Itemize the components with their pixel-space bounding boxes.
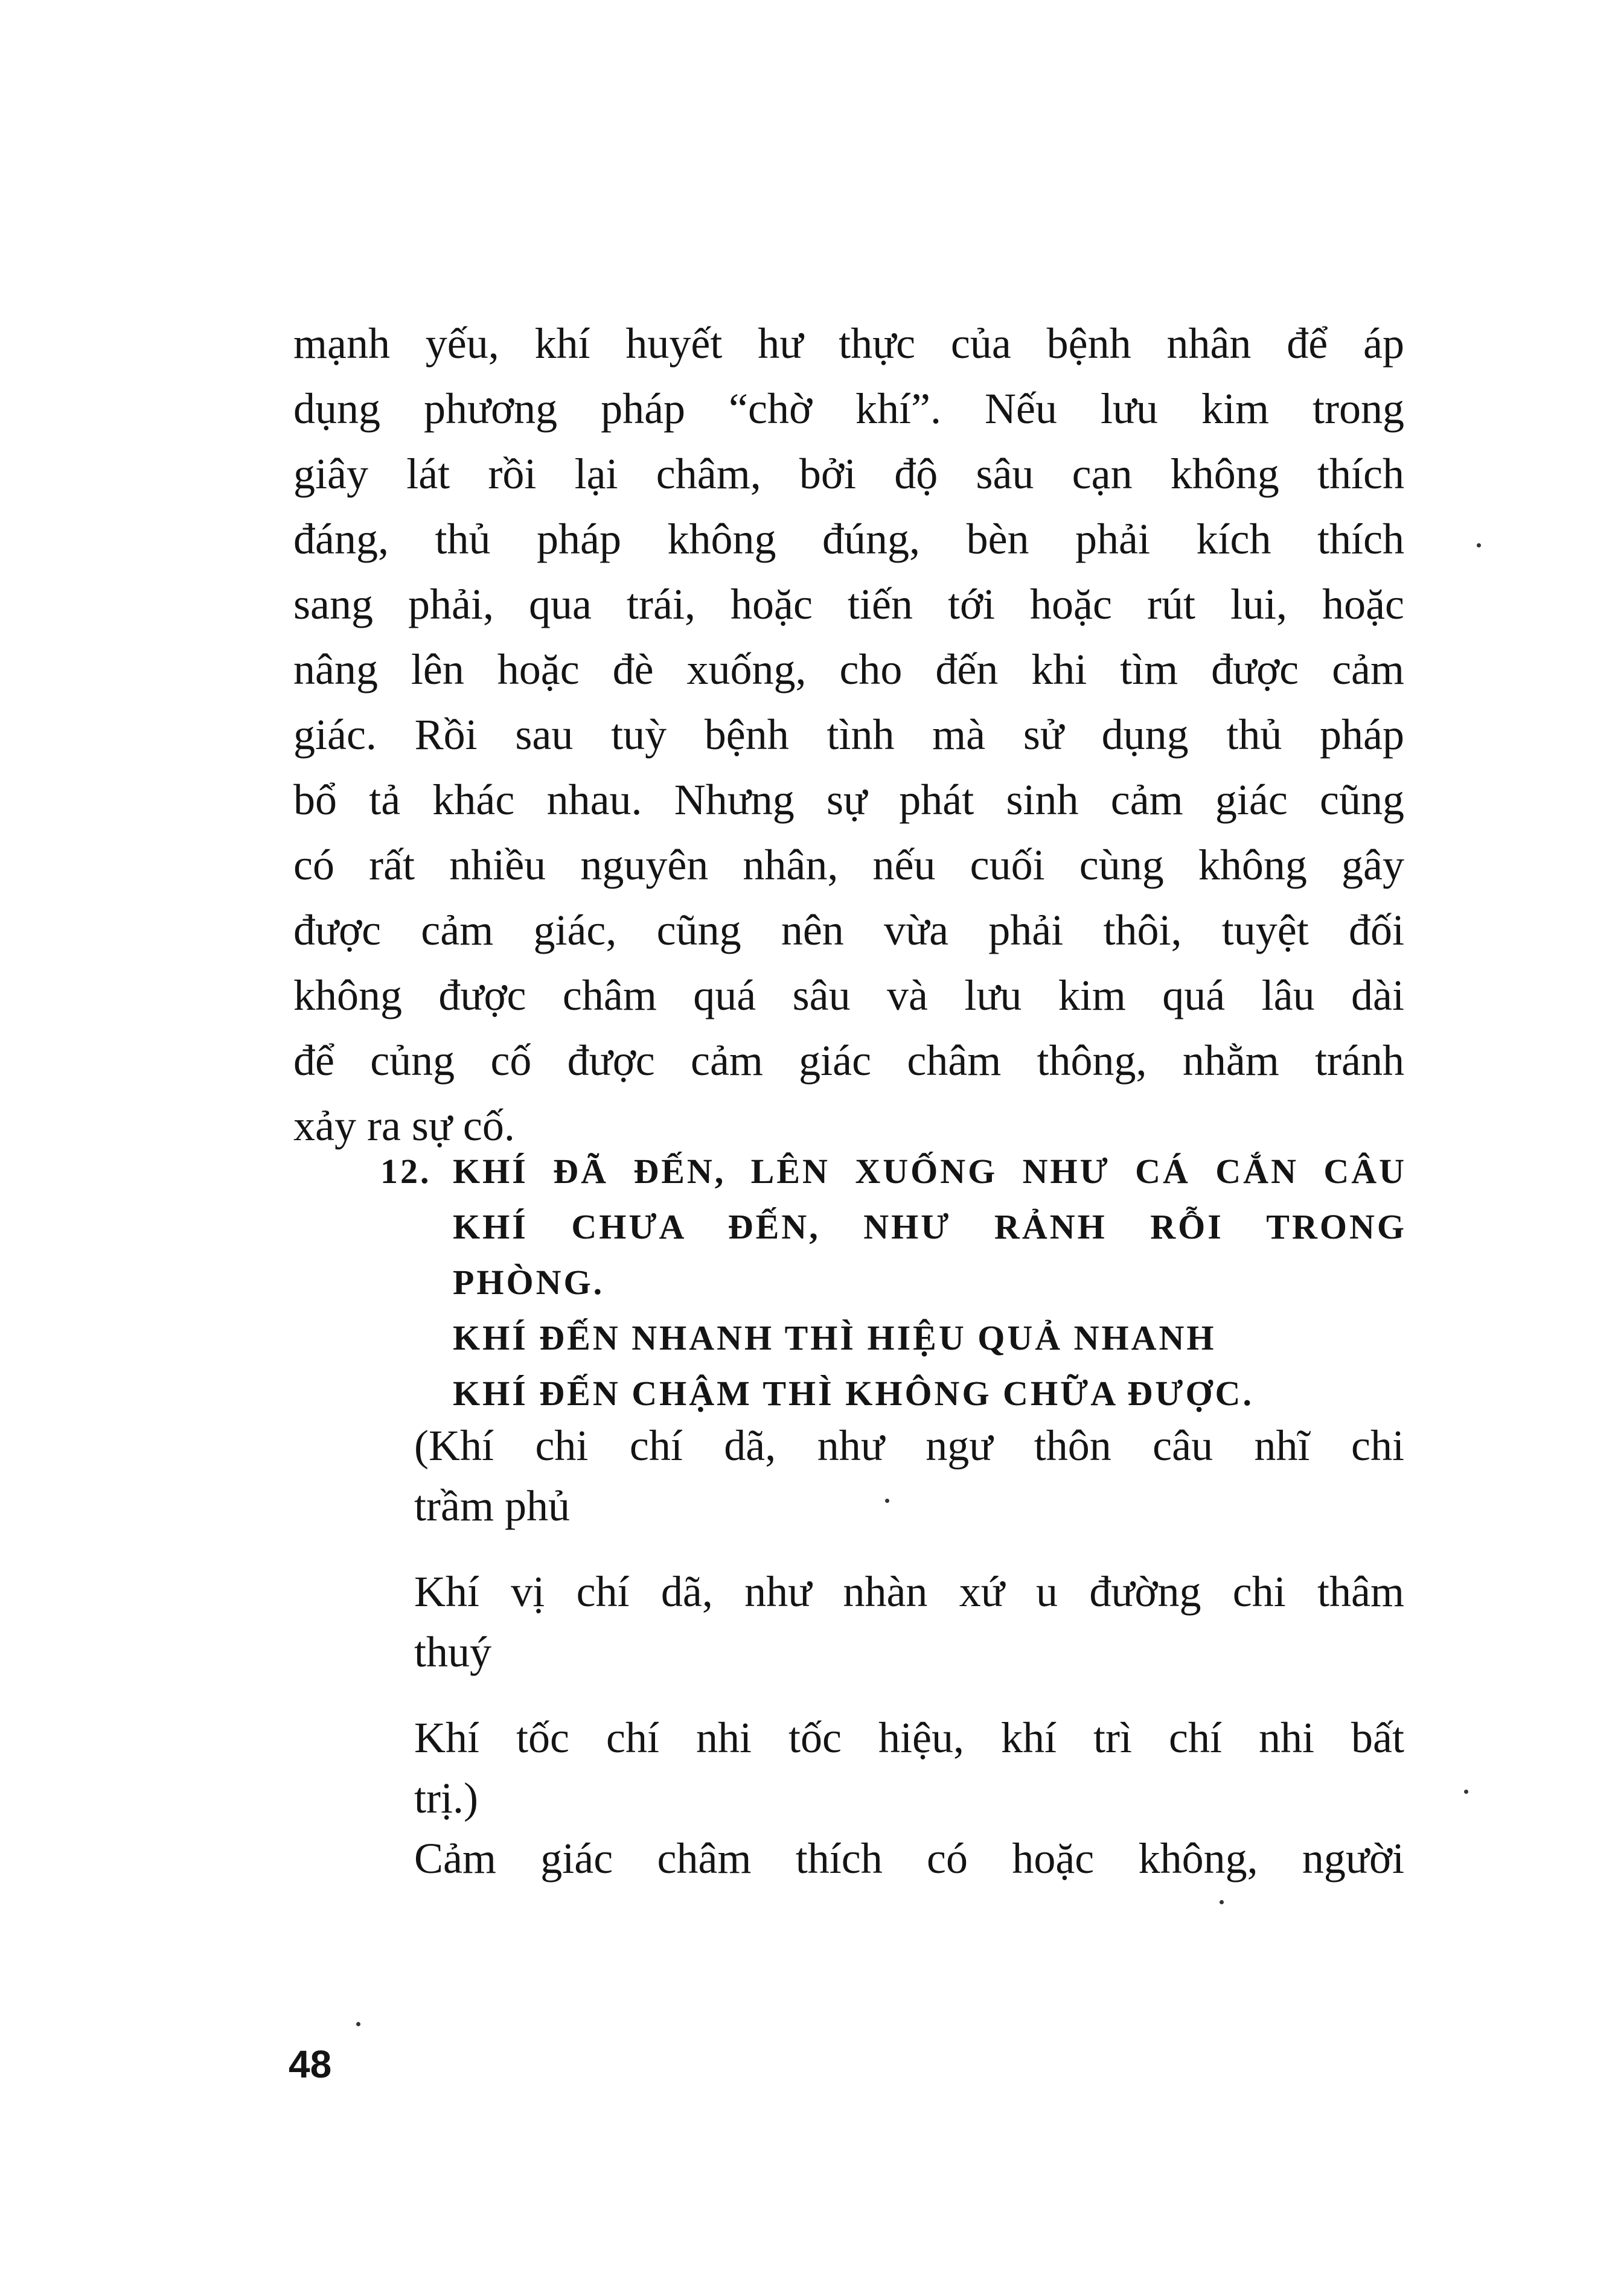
scan-speck (356, 2022, 360, 2026)
text-line: nâng lên hoặc đè xuống, cho đến khi tìm được cảm (293, 645, 1404, 694)
page-number: 48 (289, 2042, 332, 2086)
body-paragraph (293, 311, 1404, 1158)
scan-speck (1464, 1790, 1468, 1794)
text-line: xảy ra sự cố. (293, 1102, 515, 1150)
quote-line: thuý (414, 1628, 492, 1676)
text-line: giây lát rồi lại châm, bởi độ sâu cạn không thích (293, 450, 1404, 498)
heading-line (380, 1144, 1407, 1199)
text-line: sang phải, qua trái, hoặc tiến tới hoặc rút lui, hoặc (293, 580, 1404, 628)
quotation-block (414, 1415, 1404, 1889)
heading-line: KHÍ ĐẾN CHẬM THÌ KHÔNG CHỮA ĐƯỢC. (453, 1374, 1254, 1413)
section-heading (380, 1144, 1407, 1421)
line-gap (414, 1536, 1404, 1561)
section-number: 12. (380, 1152, 432, 1191)
text-line: bổ tả khác nhau. Nhưng sự phát sinh cảm giác cũng (293, 776, 1404, 824)
heading-text: KHÍ ĐÃ ĐẾN, LÊN XUỐNG NHƯ CÁ CẮN CÂU (453, 1152, 1407, 1191)
quote-line: (Khí chi chí dã, như ngư thôn câu nhĩ chi (414, 1421, 1404, 1470)
text-line: có rất nhiều nguyên nhân, nếu cuối cùng không gây (293, 841, 1404, 889)
text-line: mạnh yếu, khí huyết hư thực của bệnh nhân để áp (293, 319, 1404, 368)
quote-line: trầm phủ (414, 1482, 570, 1530)
text-line: giác. Rồi sau tuỳ bệnh tình mà sử dụng thủ pháp (293, 710, 1404, 759)
quote-line: Khí tốc chí nhi tốc hiệu, khí trì chí nhi bất (414, 1714, 1404, 1762)
scan-speck (1477, 543, 1481, 547)
quote-line: trị.) (414, 1774, 478, 1822)
heading-line: PHÒNG. (453, 1263, 605, 1302)
quote-line: Cảm giác châm thích có hoặc không, người (414, 1834, 1404, 1883)
line-gap (414, 1682, 1404, 1708)
text-line: được cảm giác, cũng nên vừa phải thôi, tuyệt đối (293, 906, 1404, 954)
scan-speck (1220, 1900, 1224, 1904)
heading-line: KHÍ CHƯA ĐẾN, NHƯ RẢNH RỖI TRONG (453, 1207, 1407, 1246)
heading-line: KHÍ ĐẾN NHANH THÌ HIỆU QUẢ NHANH (453, 1318, 1217, 1357)
text-line: để củng cố được cảm giác châm thông, nhằm tránh (293, 1036, 1404, 1085)
text-line: dụng phương pháp “chờ khí”. Nếu lưu kim trong (293, 384, 1404, 433)
scan-speck (885, 1499, 889, 1503)
text-line: không được châm quá sâu và lưu kim quá lâu dài (293, 971, 1404, 1019)
quote-line: Khí vị chí dã, như nhàn xứ u đường chi thâm (414, 1567, 1404, 1616)
text-line: đáng, thủ pháp không đúng, bèn phải kích thích (293, 515, 1404, 563)
